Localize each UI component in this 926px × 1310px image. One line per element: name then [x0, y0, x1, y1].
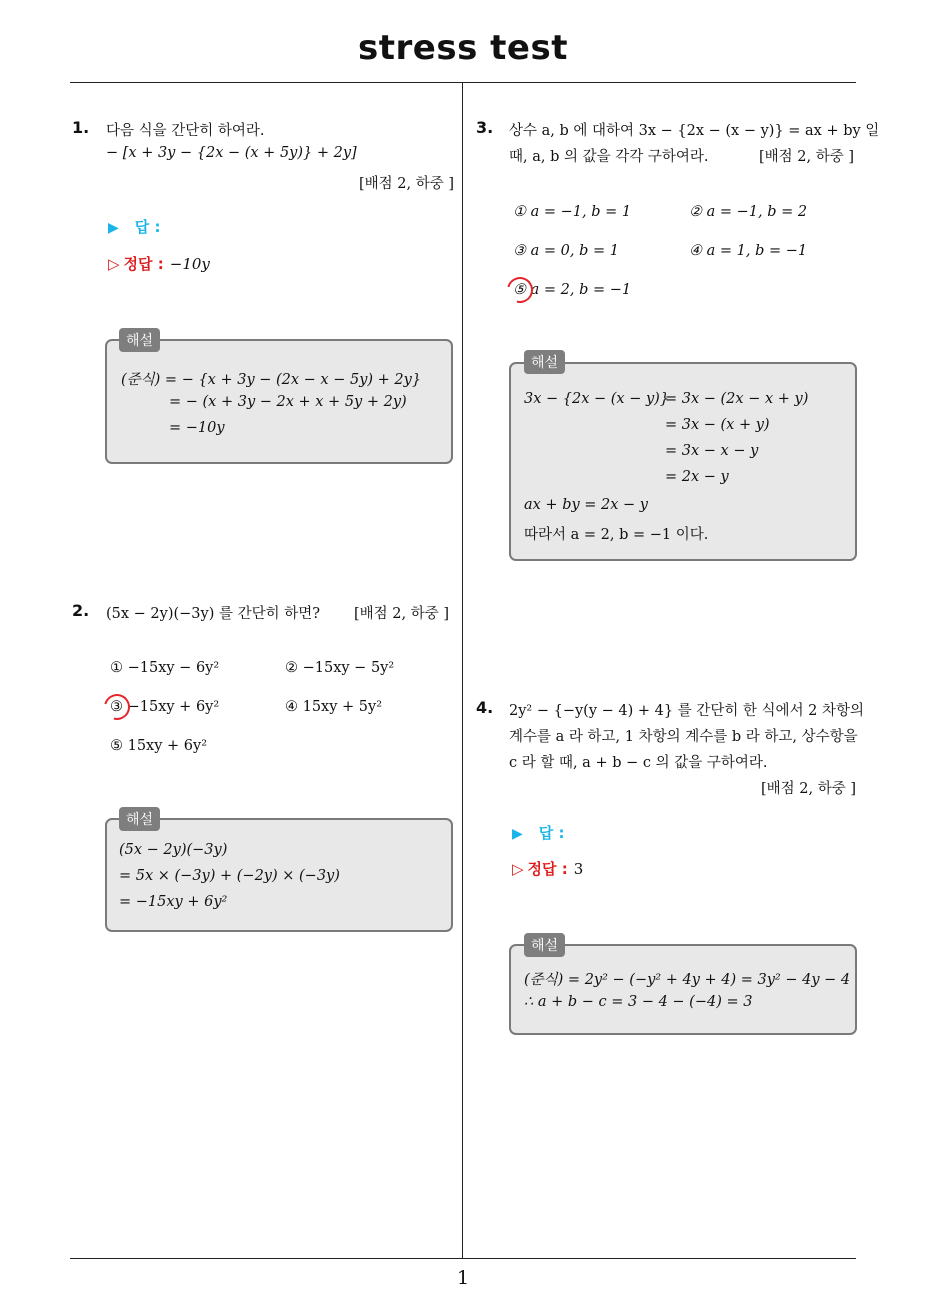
correct-triangle-icon: ▷: [108, 255, 120, 273]
q2-selected-circle-icon: [99, 689, 135, 725]
q1-correct-value: −10y: [169, 255, 210, 273]
q2-text: (5x − 2y)(−3y) 를 간단히 하면?: [106, 606, 321, 622]
q3-solution-line-2: = 3x − (2x − x + y): [665, 391, 809, 407]
q3-solution-line-5: = 2x − y: [665, 469, 729, 485]
correct-triangle-icon: ▷: [512, 860, 524, 878]
q4-solution-box: [509, 944, 857, 1035]
q4-text-line-2: 계수를 a 라 하고, 1 차항의 계수를 b 라 하고, 상수항을: [509, 729, 858, 745]
q4-solution-line-2: ∴ a + b − c = 3 − 4 − (−4) = 3: [524, 994, 753, 1010]
q3-text-line-1: 상수 a, b 에 대하여 3x − {2x − (x − y)} = ax + by 일: [509, 123, 880, 139]
q3-solution-line-1: 3x − {2x − (x − y)}: [524, 391, 670, 407]
q1-solution-box: [105, 339, 453, 464]
q3-choice-2[interactable]: ② a = −1, b = 2: [689, 204, 808, 220]
q1-solution-tag: 해설: [119, 328, 160, 352]
q2-solution-line-2: = 5x × (−3y) + (−2y) × (−3y): [119, 868, 340, 884]
q2-meta: [배점 2, 하중 ]: [353, 606, 449, 622]
q4-meta: [배점 2, 하중 ]: [760, 781, 856, 797]
q4-solution-tag: 해설: [524, 933, 565, 957]
q4-text-line-3: c 라 할 때, a + b − c 의 값을 구하여라.: [509, 755, 768, 771]
q3-text-line-2: 때, a, b 의 값을 각각 구하여라.: [509, 149, 709, 165]
q3-solution-line-3: = 3x − (x + y): [665, 417, 770, 433]
q1-expression: − [x + 3y − {2x − (x + 5y)} + 2y]: [106, 145, 357, 161]
q4-solution-line-1: (준식) = 2y² − (−y² + 4y + 4) = 3y² − 4y − 4: [524, 972, 851, 988]
q2-number: 2.: [72, 601, 90, 620]
footer-rule: [70, 1258, 856, 1259]
q2-solution-box: [105, 818, 453, 932]
column-divider: [462, 82, 463, 1258]
q3-solution-box: [509, 362, 857, 561]
q2-solution-line-1: (5x − 2y)(−3y): [119, 842, 228, 858]
correct-label: 정답 :: [527, 860, 568, 878]
q3-number: 3.: [476, 118, 494, 137]
header-rule: [70, 82, 856, 83]
q2-solution-line-3: = −15xy + 6y²: [119, 894, 228, 910]
q1-meta: [배점 2, 하중 ]: [358, 176, 454, 192]
q1-answer-line: [108, 216, 161, 237]
page-title: stress test: [358, 28, 568, 68]
answer-label: 답 :: [538, 824, 565, 842]
q2-choice-2[interactable]: ② −15xy − 5y²: [285, 660, 395, 676]
q3-choice-3[interactable]: ③ a = 0, b = 1: [513, 243, 619, 259]
q2-choice-3[interactable]: ③ −15xy + 6y²: [110, 699, 220, 715]
answer-triangle-icon: ▶: [512, 826, 523, 842]
q1-solution-line-3: = −10y: [169, 420, 225, 436]
q2-solution-tag: 해설: [119, 807, 160, 831]
q2-choice-4[interactable]: ④ 15xy + 5y²: [285, 699, 383, 715]
q4-text-line-1: 2y² − {−y(y − 4) + 4} 를 간단히 한 식에서 2 차항의: [509, 703, 865, 719]
q1-solution-line-2: = − (x + 3y − 2x + x + 5y + 2y): [169, 394, 407, 410]
q1-solution-line-1: (준식) = − {x + 3y − (2x − x − 5y) + 2y}: [121, 372, 422, 388]
q3-solution-line-4: = 3x − x − y: [665, 443, 759, 459]
q2-choice-1[interactable]: ① −15xy − 6y²: [110, 660, 220, 676]
q4-correct-value: 3: [573, 860, 584, 878]
q3-choice-4[interactable]: ④ a = 1, b = −1: [689, 243, 808, 259]
q1-correct-line: [108, 253, 210, 274]
q4-number: 4.: [476, 698, 494, 717]
answer-label: 답 :: [134, 218, 161, 236]
q4-answer-line: [512, 822, 565, 843]
q1-number: 1.: [72, 118, 90, 137]
q4-correct-line: [512, 858, 583, 879]
q1-text: 다음 식을 간단히 하여라.: [106, 123, 265, 139]
answer-triangle-icon: ▶: [108, 220, 119, 236]
page-number: 1: [456, 1267, 470, 1289]
q3-selected-circle-icon: [502, 272, 538, 308]
q3-solution-tag: 해설: [524, 350, 565, 374]
correct-label: 정답 :: [123, 255, 164, 273]
q3-choice-5[interactable]: ⑤ a = 2, b = −1: [513, 282, 632, 298]
q3-choice-1[interactable]: ① a = −1, b = 1: [513, 204, 632, 220]
q3-solution-line-6: ax + by = 2x − y: [524, 497, 648, 513]
q3-meta: [배점 2, 하중 ]: [758, 149, 854, 165]
q2-choice-5[interactable]: ⑤ 15xy + 6y²: [110, 738, 208, 754]
q3-solution-line-7: 따라서 a = 2, b = −1 이다.: [524, 527, 709, 543]
